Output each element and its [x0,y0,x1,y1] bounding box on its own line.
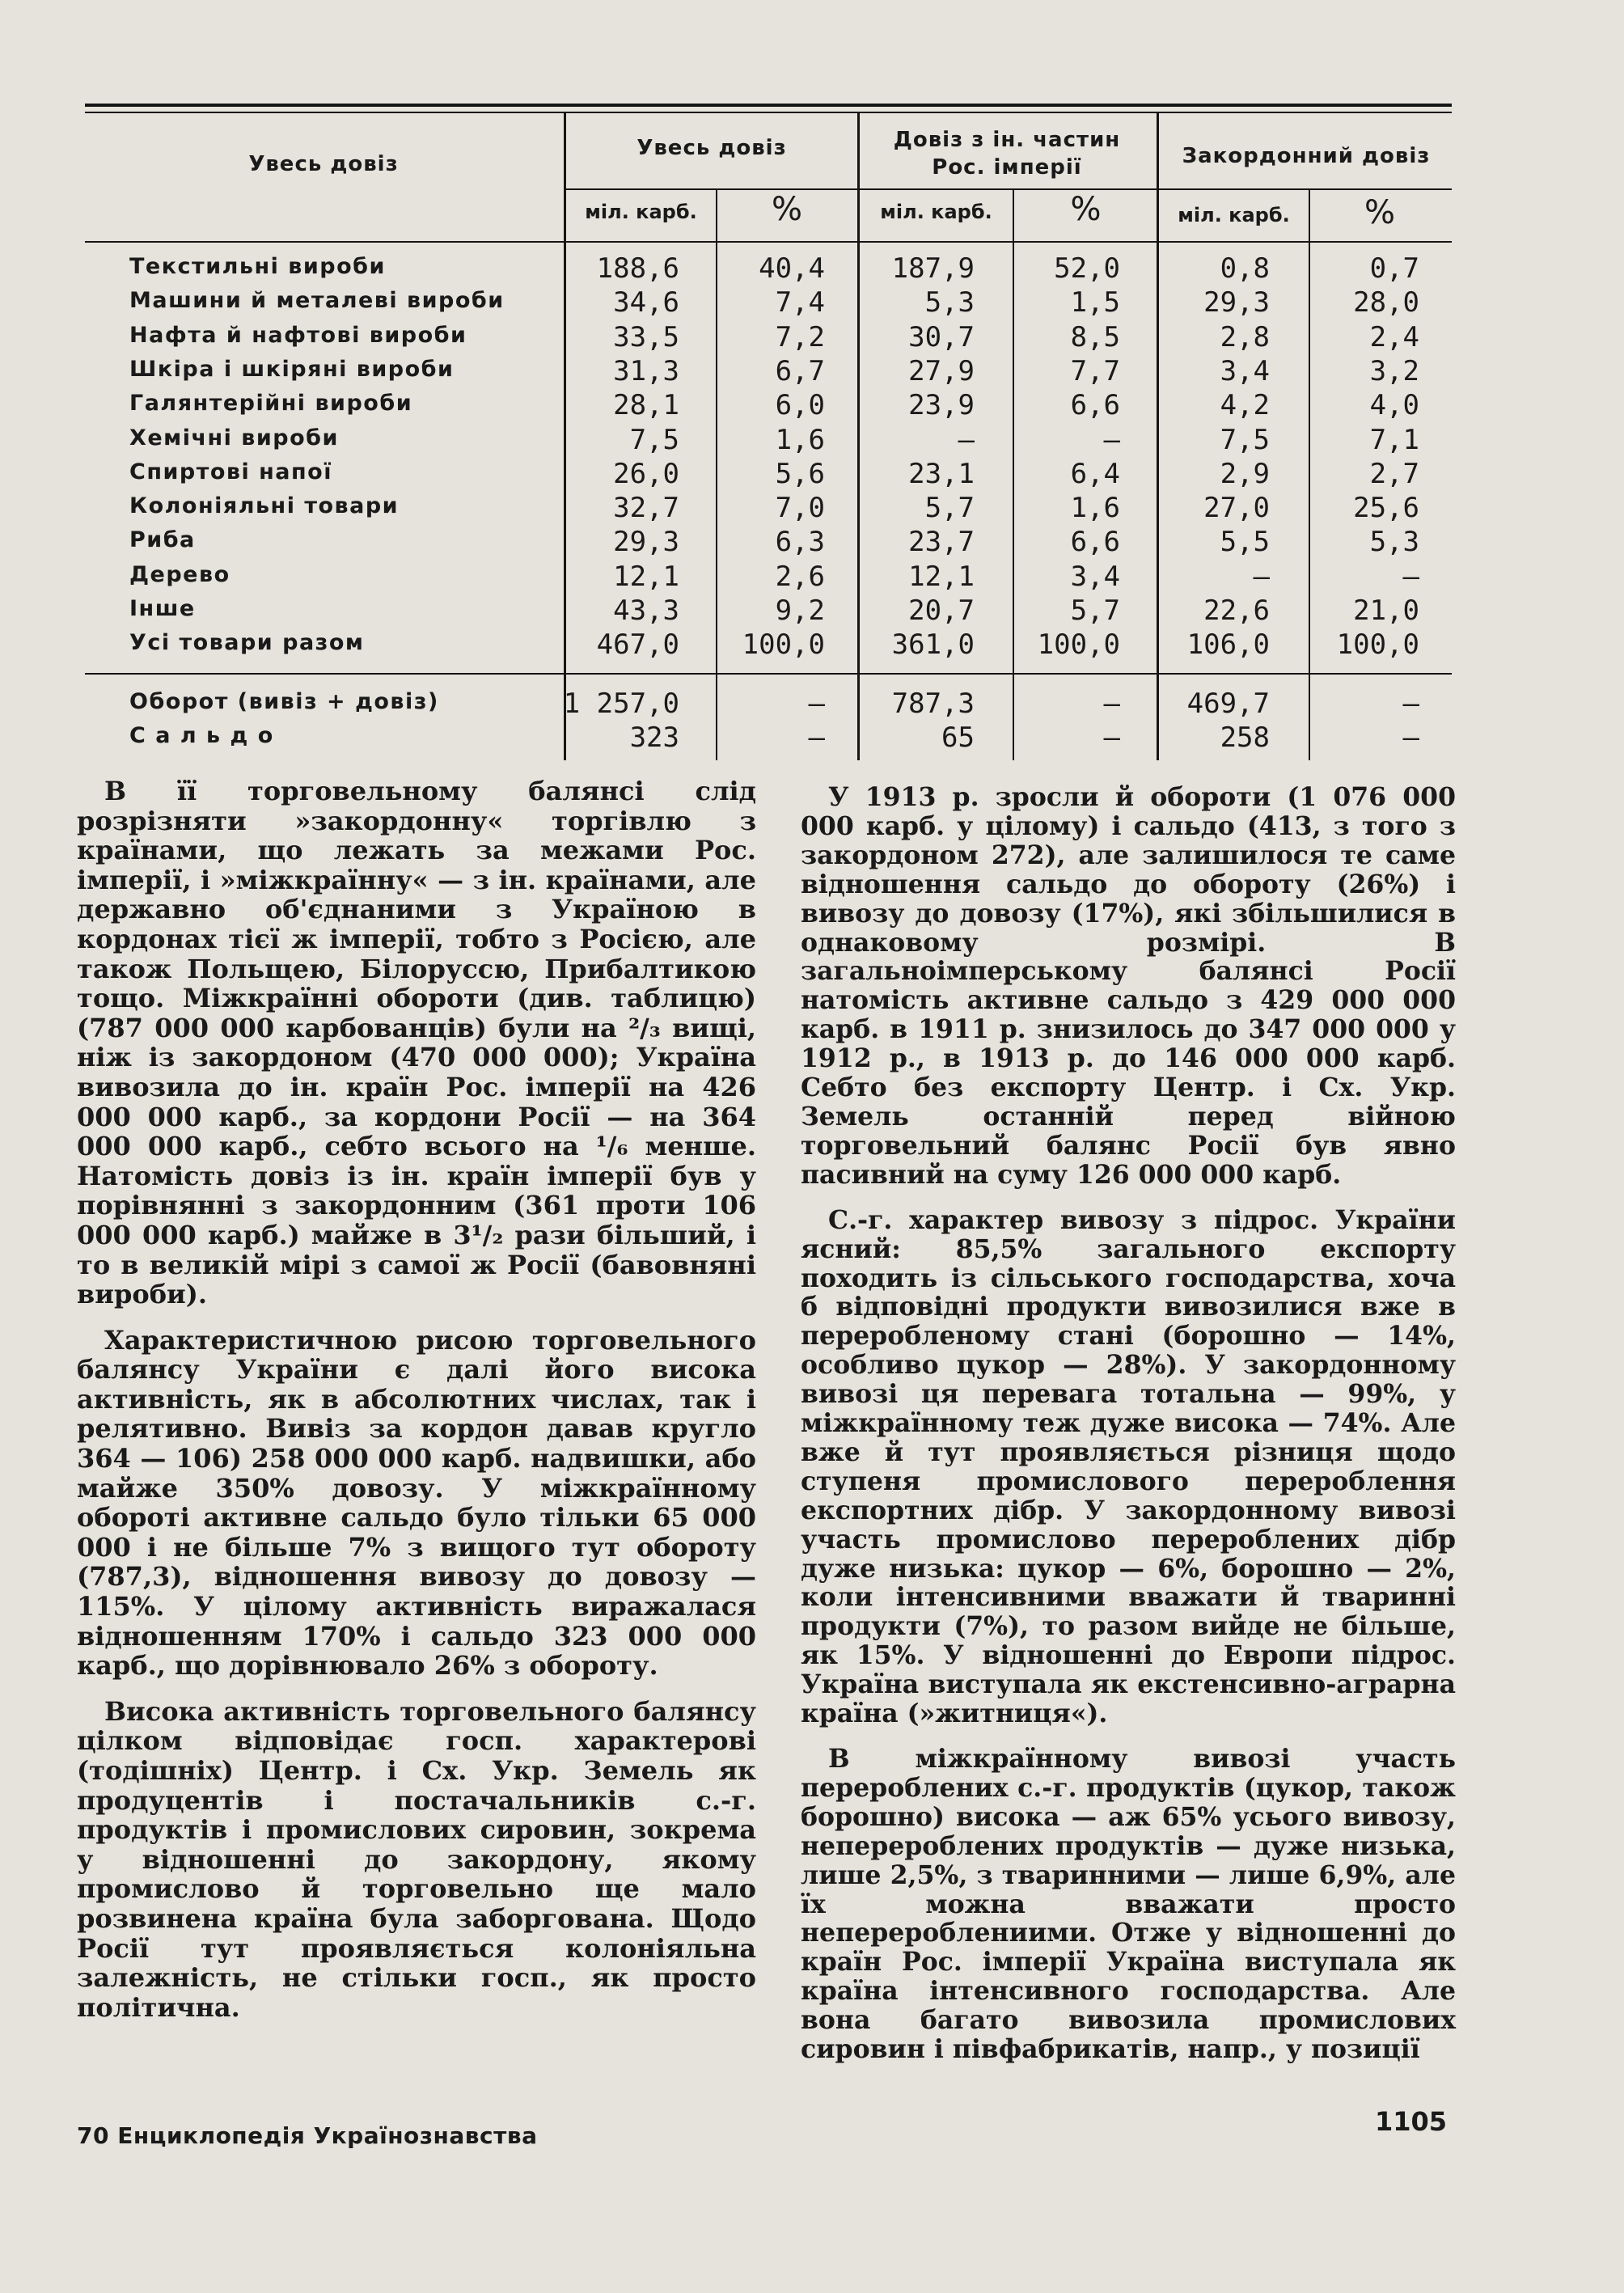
table-cell: 5,3 [1369,526,1419,559]
table-cell: 5,6 [775,457,825,490]
table-cell: 23,9 [908,389,975,422]
table-cell: 3,4 [1070,560,1120,593]
page-number: 1105 [1375,2106,1448,2137]
table-cell: 2,6 [775,560,825,593]
table-cell: — [1103,721,1120,754]
table-cell: 7,5 [629,423,679,456]
table-cell: 7,1 [1369,423,1419,456]
paragraph: В її торговельному балянсі слід розрізняти »закордонну« торгівлю з країнами, що лежать за межами Рос. імперії, і »міжкраїнну« — з ін. країнами, але державно об'єднаними з Україною в кордонах тієї ж імперії, тобто з Росією, але також Польщею, Білоруссю, Прибалтикою тощо. Міжкраїнні обороти (див. таблицю) (787 000 000 карбованців) були на ²/₃ вищі, ніж із закордоном (470 000 000); Україна вивозила до ін. країн Рос. імперії на 426 000 000 карб., за кордони Росії — на 364 000 000 карб., себто всього на ¹/₆ менше. Натомість довіз із ін. країн імперії був у порівнянні з закордонним (361 проти 106 000 000 карб.) майже в 3¹/₂ рази більший, і то в великій мірі з самої ж Росії (бавовняні вироби). [77,776,756,1310]
table-cell: 467,0 [596,628,679,662]
table-cell: 23,7 [908,526,975,559]
table-cell: — [1103,687,1120,720]
table-cell: — [1402,687,1419,720]
row-label: Машини й металеві вироби [129,288,505,314]
table-cell: 100,0 [1037,628,1120,662]
table-cell: 7,7 [1070,354,1120,387]
table-cell: 6,7 [775,354,825,387]
table-cell: 1,6 [1070,492,1120,525]
table-cell: 0,8 [1220,252,1270,285]
table-cell: 787,3 [891,687,975,720]
table-cell: 40,4 [759,252,825,285]
pct-label: % [1070,191,1102,228]
table-cell: 12,1 [908,560,975,593]
table-cell: 7,5 [1220,423,1270,456]
table-cell: 7,4 [775,286,825,319]
table-cell: 2,8 [1220,320,1270,353]
paragraph: В міжкраїнному вивозі участь перероблених с.-г. продуктів (цукор, також борошно) висока — аж 65% усього вивозу, неперероблених продуктів — дуже низька, лише 2,5%, з тваринними — лише 6,9%, але їх можна вважати просто неперероблениими. Отже у відношенні до країн Рос. імперії Україна виступала як країна інтенсивного господарства. Але вона багато вивозила промислових сировин і півфабрикатів, напр., у позиції [801,1744,1456,2065]
table-cell: 25,6 [1353,492,1419,525]
table-cell: 2,7 [1369,457,1419,490]
table-cell: 32,7 [613,492,679,525]
table-cell: 1,6 [775,423,825,456]
row-label: Оборот (вивіз + довіз) [129,689,439,714]
table-cell: 258 [1220,721,1270,754]
table-cell: 20,7 [908,594,975,627]
table-cell: 2,4 [1369,320,1419,353]
table-cell: 23,1 [908,457,975,490]
pct-label: % [771,191,802,228]
table-cell: — [1103,423,1120,456]
table-cell: 30,7 [908,320,975,353]
table-cell: 361,0 [891,628,975,662]
table-cell: — [808,687,825,720]
row-label: Інше [129,596,196,621]
row-label: Спиртові напої [129,459,332,484]
table-cell: 1 257,0 [563,687,679,720]
table-cell: 100,0 [1336,628,1419,662]
table-cell: 6,6 [1070,526,1120,559]
header-total: Увесь довіз [636,136,787,160]
row-label: Колоніяльні товари [129,493,400,519]
row-label: Нафта й нафтові вироби [129,322,467,348]
row-label: Текстильні вироби [129,254,386,279]
header-russia: Довіз з ін. частин Рос. імперії [893,128,1121,180]
summary-rule [85,673,1452,675]
table-cell: 187,9 [891,252,975,285]
table-cell: 9,2 [775,594,825,627]
row-label: Хемічні вироби [129,425,339,451]
left-text-column [77,776,756,2038]
row-label: Риба [129,527,196,553]
table-cell: 28,0 [1353,286,1419,319]
table-cell: 4,0 [1369,389,1419,422]
table-cell: 6,0 [775,389,825,422]
table-cell: 31,3 [613,354,679,387]
table-top-rule-inner [85,112,1452,113]
table-cell: 26,0 [613,457,679,490]
table-cell: 5,5 [1220,526,1270,559]
table-cell: 27,0 [1203,492,1270,525]
paragraph: Характеристичною рисою торговельного балянсу України є далі його висока активність, як в абсолютних числах, так і релятивно. Вивіз за кордон давав кругло 364 — 106) 258 000 000 карб. надвишки, або майже 350% довозу. У міжкраїнному обороті активне сальдо було тільки 65 000 000 і не більше 7% з вищого тут обороту (787,3), відношення вивозу до довозу — 115%. У цілому активність виражалася відношенням 170% і сальдо 323 000 000 карб., що дорівнювало 26% з обороту. [77,1324,756,1682]
table-cell: — [1402,560,1419,593]
row-label: Шкіра і шкіряні вироби [129,356,455,382]
table-cell: 28,1 [613,389,679,422]
row-label: Усі товари разом [129,630,365,656]
paragraph: У 1913 р. зросли й обороти (1 076 000 000 карб. у цілому) і сальдо (413, з того з закордоном 272), але залишилося те саме відношення сальдо до обороту (26%) і вивозу до довозу (17%), які збільшилися в однаковому розмірі. В загальноімперському балянсі Росії натомість активне сальдо з 429 000 000 карб. в 1911 р. знизилось до 347 000 000 у 1912 р., в 1913 р. до 146 000 000 карб. Себто без експорту Центр. і Сх. Укр. Земель останній перед війною торговельний балянс Росії був явно пасивний на суму 126 000 000 карб. [801,782,1456,1190]
table-cell: — [808,721,825,754]
table-cell: 6,3 [775,526,825,559]
table-cell: 29,3 [1203,286,1270,319]
header-abroad: Закордонний довіз [1182,144,1431,168]
header-subrule [564,188,1452,190]
table-cell: 100,0 [742,628,825,662]
table-cell: 27,9 [908,354,975,387]
table-cell: — [958,423,975,456]
table-cell: 12,1 [613,560,679,593]
paragraph: Висока активність торговельного балянсу цілком відповідає госп. характерові (тодішніх) Центр. і Сх. Укр. Земель як продуцентів і постачальників с.-г. продуктів і промислових сировин, зокрема у відношенні до закордону, якому промислово й торговельно ще мало розвинена країна була заборгована. Щодо Росії тут проявляється колоніяльна залежність, не стільки госп., як просто політична. [77,1695,756,2023]
table-cell: — [1402,721,1419,754]
table-cell: 3,2 [1369,354,1419,387]
table-cell: 33,5 [613,320,679,353]
table-cell: 5,3 [924,286,975,319]
table-cell: 29,3 [613,526,679,559]
paragraph: С.-г. характер вивозу з підрос. України ясний: 85,5% загального експорту походить із сільського господарства, хоча б відповідні продукти вивозилися вже в переробленому стані (борошно — 14%, особливо цукор — 28%). У закордонному вивозі ця перевага тотальна — 99%, у міжкраїнному теж дуже висока — 74%. Але вже й тут проявляється різниця щодо ступеня промислового перероблення експортних дібр. У закордонному вивозі участь промислово перероблених дібр дуже низька: цукор — 6%, борошно — 2%, коли інтенсивними вважати й тваринні продукти (7%), то разом вийде не більше, як 15%. У відношенні до Европи підрос. Україна виступала як екстенсивно-аграрна країна (»житниця«). [801,1204,1456,1729]
table-cell: 21,0 [1353,594,1419,627]
table-cell: 52,0 [1054,252,1120,285]
table-cell: 188,6 [596,252,679,285]
table-cell: 6,6 [1070,389,1120,422]
table-cell: 65 [941,721,975,754]
footer-publication: 70 Енциклопедія Українознавства [77,2122,538,2149]
header-bottom-rule [85,241,1452,243]
table-cell: 8,5 [1070,320,1120,353]
table-cell: 22,6 [1203,594,1270,627]
row-label: С а л ь д о [129,723,274,748]
table-cell: 43,3 [613,594,679,627]
table-cell: 4,2 [1220,389,1270,422]
table-cell: 7,2 [775,320,825,353]
table-cell: — [1253,560,1270,593]
table-cell: 5,7 [924,492,975,525]
unit-label: міл. карб. [585,201,697,223]
pct-label: % [1364,194,1395,231]
table-cell: 2,9 [1220,457,1270,490]
table-top-rule [85,104,1452,107]
table-cell: 3,4 [1220,354,1270,387]
table-cell: 1,5 [1070,286,1120,319]
table-cell: 323 [629,721,679,754]
table-cell: 0,7 [1369,252,1419,285]
table-cell: 469,7 [1186,687,1270,720]
table-cell: 5,7 [1070,594,1120,627]
table-cell: 34,6 [613,286,679,319]
table-cell: 7,0 [775,492,825,525]
table-cell: 6,4 [1070,457,1120,490]
right-text-column [801,783,1456,2080]
row-label: Галянтерійні вироби [129,391,413,417]
header-row-label: Увесь довіз [248,152,399,176]
row-label: Дерево [129,561,230,587]
unit-label: міл. карб. [1178,204,1290,226]
unit-label: міл. карб. [880,201,992,223]
table-cell: 106,0 [1186,628,1270,662]
